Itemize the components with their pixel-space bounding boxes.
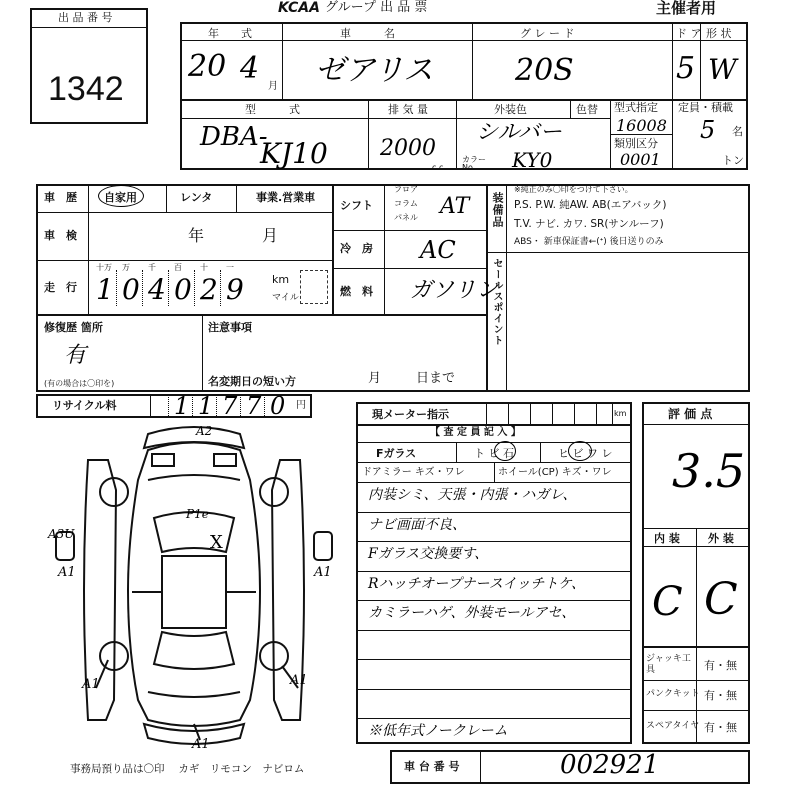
- headlight-left: [152, 454, 174, 466]
- repair-note: (有の場合は〇印を): [44, 379, 115, 388]
- row1-col3: [672, 22, 673, 99]
- year-label: 年 式: [208, 27, 252, 40]
- meter-sep-3: [530, 402, 531, 424]
- history-table: [36, 184, 750, 392]
- mirror-right: [314, 532, 332, 560]
- evaluation-score: 3.5: [672, 444, 746, 498]
- meter-sep-7: [612, 402, 613, 424]
- history-option-rental: レンタ: [180, 191, 213, 204]
- mirror-sep: [494, 462, 495, 482]
- host-label: 主催者用: [656, 0, 717, 17]
- hist-col-3: [236, 184, 237, 212]
- row2-header-line: [180, 118, 610, 119]
- mileage-digit-header: 千: [148, 263, 156, 272]
- equipment-line-2: T.V. ナビ. カワ. SR(サンルーフ): [514, 218, 664, 230]
- repair-value: 有: [64, 343, 87, 368]
- name-change-day: 日まで: [416, 371, 456, 386]
- exterior-color-value: シルバー: [476, 120, 562, 145]
- eval-line-5: [642, 680, 750, 681]
- recycle-digit-divider: [240, 394, 241, 418]
- car-damage-diagram: [36, 420, 352, 760]
- recycle-digit-divider: [216, 394, 217, 418]
- notes-rule: [356, 718, 632, 719]
- damage-mark-rear-left: A1: [82, 677, 100, 692]
- row1-col2: [472, 22, 473, 99]
- tobi-ishi-circle: [494, 441, 516, 461]
- damage-mark-front: A2: [196, 424, 213, 438]
- mileage-digit-header: 十: [200, 263, 208, 272]
- puncture-yes-no: 有・無: [704, 689, 737, 702]
- damage-mark-right-a1: A1: [314, 565, 332, 580]
- recycle-digit-divider: [168, 394, 169, 418]
- tobi-ishi-label: ト ビ 石: [474, 447, 514, 460]
- damage-mark-windshield-x: X: [210, 532, 223, 553]
- insp-line-4: [356, 482, 632, 483]
- repair-label: 修復歴 箇所: [44, 321, 103, 334]
- drive-line-2: [332, 268, 486, 269]
- recycle-digit: 1: [174, 392, 190, 420]
- eval-line-6: [642, 710, 750, 711]
- inspection-month-label: 月: [262, 226, 279, 245]
- damage-mark-rear: A1: [192, 737, 210, 752]
- eval-line-1: [642, 424, 750, 425]
- mileage-digit: 4: [148, 273, 166, 306]
- meter-sep-6: [596, 402, 597, 424]
- door-mirror-label: ドアミラー キズ・ワレ: [362, 467, 465, 478]
- doors-label: ド ア: [676, 27, 702, 40]
- repaint-label: 色替: [576, 103, 598, 116]
- row2-col2: [456, 99, 457, 170]
- hist-col-main: [332, 184, 334, 314]
- inspector-note: Fガラス交換要す、: [368, 546, 489, 562]
- equip-col-1: [506, 184, 507, 392]
- inspector-note: ※低年式ノークレーム: [368, 723, 508, 739]
- meter-label: 現メーター指示: [372, 408, 449, 421]
- row2-col5: [672, 99, 673, 170]
- jack-label: ジャッキ工 具: [646, 654, 691, 675]
- car-front-bumper: [144, 424, 244, 448]
- shift-label: シフト: [340, 199, 373, 212]
- glass-sep-1: [456, 442, 457, 462]
- shift-column: コラム: [394, 199, 418, 208]
- exterior-label: 外 装: [708, 532, 734, 545]
- spare-yes-no: 有・無: [704, 721, 737, 734]
- mileage-digit-divider: [168, 270, 169, 306]
- name-change-month: 月: [368, 371, 382, 386]
- recycle-digit: 0: [270, 392, 286, 420]
- inspector-note: カミラーハゲ、外装モールアセ、: [368, 605, 576, 621]
- class-label: 類別区分: [614, 137, 658, 150]
- name-change-label: 名変期日の短い方: [208, 375, 296, 388]
- shift-floor: フロア: [394, 185, 418, 194]
- ac-value: AC: [420, 236, 456, 264]
- mileage-digit-header: 百: [174, 263, 182, 272]
- notes-rule: [356, 541, 632, 542]
- notes-rule: [356, 659, 632, 660]
- displacement-label: 排 気 量: [388, 103, 428, 116]
- displacement-value: 2000: [380, 136, 436, 161]
- capacity-label: 定員・積載: [678, 101, 733, 114]
- name-value: ゼアリス: [315, 53, 434, 88]
- mileage-digit: 1: [96, 273, 114, 306]
- mileage-digit: 9: [226, 273, 244, 306]
- recycle-unit: 円: [296, 400, 306, 411]
- class-value: 0001: [620, 150, 661, 169]
- mileage-digit-divider: [116, 270, 117, 306]
- caution-label: 注意事項: [208, 321, 252, 334]
- evaluation-label: 評 価 点: [668, 407, 713, 421]
- car-rear-window: [154, 632, 234, 669]
- capacity-unit: 名: [732, 125, 743, 138]
- shape-value: W: [708, 53, 737, 86]
- hibi-ware-label: ヒ ビ ワ レ: [558, 447, 613, 460]
- notes-rule: [356, 689, 632, 690]
- exterior-grade: C: [704, 574, 738, 625]
- f-glass-label: Fガラス: [376, 447, 417, 460]
- notes-rule: [356, 571, 632, 572]
- recycle-digit-divider: [264, 394, 265, 418]
- hist-col-2: [166, 184, 167, 212]
- mile-checkbox: [300, 270, 328, 304]
- model-value-1: DBA-: [200, 122, 268, 152]
- grade-label: グ レ ー ド: [520, 27, 575, 40]
- meter-sep-1: [486, 402, 487, 424]
- shift-value: AT: [440, 194, 470, 219]
- glass-sep-2: [540, 442, 541, 462]
- inspector-note: Rハッチオープナースイッチトケ、: [368, 575, 586, 592]
- mileage-label: 走 行: [44, 281, 77, 294]
- hist-col-1: [88, 184, 89, 314]
- load-unit: トン: [722, 154, 744, 167]
- ac-label: 冷 房: [340, 242, 373, 255]
- chassis-sep: [480, 750, 481, 784]
- meter-sep-2: [508, 402, 509, 424]
- meter-km: km: [614, 409, 627, 418]
- equipment-label: 装備品: [491, 192, 504, 228]
- type-spec-value: 16008: [616, 116, 667, 135]
- grade-value: 20S: [515, 53, 574, 88]
- month-unit: 月: [268, 81, 278, 92]
- interior-grade: C: [652, 579, 683, 625]
- eval-line-3: [642, 546, 750, 547]
- inspector-note: 内装シミ、天張・内張・ハガレ、: [368, 487, 577, 503]
- damage-mark-left-a1: A1: [58, 565, 76, 580]
- drive-col-1: [384, 184, 385, 314]
- chassis-label: 車 台 番 号: [404, 760, 460, 773]
- inspection-year-label: 年: [188, 226, 205, 245]
- equipment-note: ※純正のみ〇印をつけて下さい。: [514, 185, 633, 194]
- recycle-digit: 7: [222, 392, 238, 420]
- headlight-right: [214, 454, 236, 466]
- notes-rule: [356, 600, 632, 601]
- chassis-value: 002921: [560, 750, 660, 780]
- jack-yes-no: 有・無: [704, 659, 737, 672]
- interior-label: 内 装: [654, 532, 680, 545]
- drive-line-1: [332, 230, 486, 231]
- sales-point-label: セールスポイント: [491, 258, 502, 346]
- color-number-value: KY0: [512, 148, 553, 172]
- color-number-label: カラー No.: [462, 155, 486, 172]
- doors-value: 5: [676, 51, 696, 86]
- row1-bottom-line: [180, 99, 748, 101]
- equipment-line-3: ABS・ 新車保証書←(ᐩ) 後日送りのみ: [514, 237, 664, 247]
- displacement-unit: c.c.: [432, 163, 446, 172]
- insp-line-2: [356, 442, 632, 443]
- mileage-digit-header: 十万: [96, 263, 112, 272]
- mileage-digit-header: 万: [122, 263, 130, 272]
- history-label: 車 歴: [44, 191, 77, 204]
- wheel-label: ホイール(CP) キズ・ワレ: [498, 467, 612, 478]
- equip-line: [486, 252, 750, 253]
- row1-header-line: [180, 40, 748, 41]
- history-option-business: 事業.営業車: [256, 191, 316, 204]
- damage-mark-rear-right: A1: [290, 673, 308, 688]
- model-label: 型 式: [245, 103, 300, 116]
- name-label: 車 名: [340, 27, 395, 40]
- shape-label: 形 状: [706, 27, 732, 40]
- inspection-label: 車 検: [44, 229, 77, 242]
- mileage-digit-divider: [194, 270, 195, 306]
- puncture-kit-label: パンクキット: [646, 689, 700, 699]
- meter-sep-5: [574, 402, 575, 424]
- damage-mark-left-a3u: A3U: [48, 527, 75, 541]
- capacity-value: 5: [700, 116, 716, 144]
- recycle-label: リサイクル料: [52, 399, 117, 412]
- office-note: 事務局預り品は〇印 カギ リモコン ナビロム: [70, 763, 305, 775]
- lot-number: 1342: [48, 70, 124, 108]
- row1-col1: [282, 22, 283, 99]
- assessor-section-label: 【 査 定 員 記 入 】: [430, 427, 521, 438]
- car-hood-line: [148, 475, 240, 480]
- mileage-digit: 2: [200, 273, 218, 306]
- recycle-digit-divider: [192, 394, 193, 418]
- equipment-line-1: P.S. P.W. 純AW. AB(エアバック): [514, 199, 667, 211]
- month-value: 4: [240, 51, 260, 86]
- organizer-logo: KCAA: [278, 0, 320, 16]
- history-private-circle: [98, 185, 144, 207]
- mileage-digit: 0: [122, 273, 140, 306]
- fuel-label: 燃 料: [340, 285, 373, 298]
- fuel-value: ガソリン: [410, 278, 499, 303]
- car-body-outline: [128, 443, 260, 727]
- hist-line-1: [36, 212, 332, 213]
- hist-line-3: [36, 314, 488, 316]
- model-value-2: KJ10: [260, 137, 328, 170]
- spare-tire-label: スペアタイヤ: [646, 721, 700, 731]
- hist-line-2: [36, 260, 332, 261]
- exterior-color-label: 外装色: [494, 103, 527, 116]
- year-value: 20: [188, 49, 227, 84]
- recycle-digit: 7: [246, 392, 262, 420]
- recycle-divider: [150, 394, 151, 418]
- notes-rule: [356, 512, 632, 513]
- lot-number-divider: [30, 27, 148, 28]
- car-roof: [162, 556, 226, 628]
- shift-panel: パネル: [394, 213, 418, 222]
- mileage-digit-divider: [142, 270, 143, 306]
- meter-sep-4: [552, 402, 553, 424]
- insp-line-1: [356, 424, 632, 426]
- lot-number-label: 出 品 番 号: [58, 11, 113, 24]
- mileage-km-label: km: [272, 273, 290, 286]
- row2-col1: [368, 99, 369, 170]
- repair-divider: [202, 314, 203, 392]
- mileage-digit-header: 一: [226, 263, 234, 272]
- recycle-digit: 1: [198, 392, 214, 420]
- mileage-mile-label: マイル: [272, 293, 299, 303]
- inspector-note: ナビ画面不良、: [368, 516, 466, 533]
- hibi-circle: [568, 441, 592, 461]
- row2-col3: [570, 99, 571, 119]
- group-title: グループ 出 品 票: [325, 0, 428, 15]
- car-trunk-line: [148, 692, 240, 697]
- notes-rule: [356, 630, 632, 631]
- type-spec-label: 型式指定: [614, 101, 658, 114]
- mileage-digit-divider: [220, 270, 221, 306]
- history-option-private: 自家用: [104, 191, 137, 204]
- damage-mark-roof: P1e: [186, 507, 209, 521]
- mileage-digit: 0: [174, 273, 192, 306]
